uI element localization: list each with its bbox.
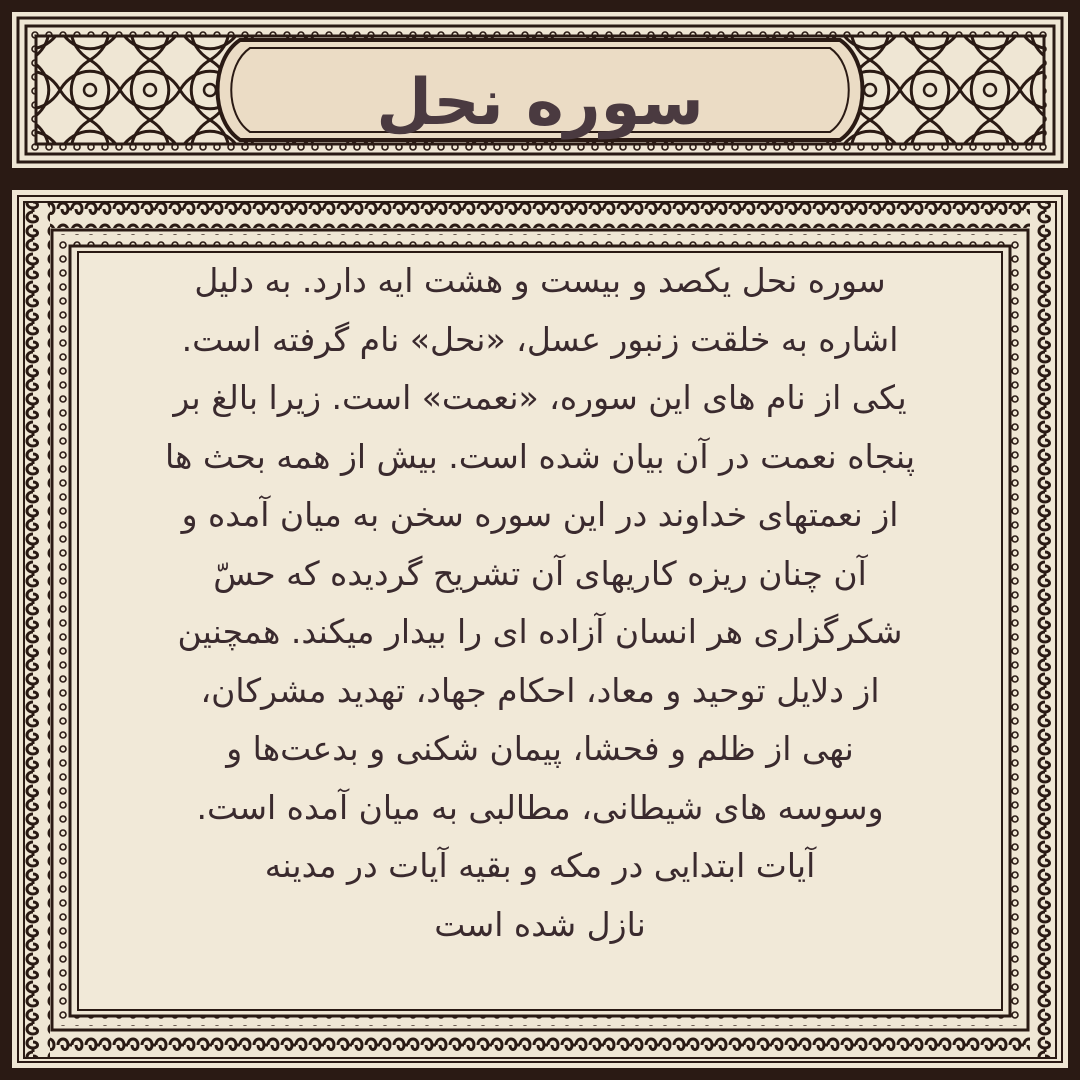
page-title: سوره نحل	[376, 66, 704, 140]
body-text	[110, 252, 970, 992]
text-line: آن چنان ریزه کاریهای آن تشریح گردیده که حسّ	[213, 553, 867, 593]
text-line: آیات ابتدایی در مکه و بقیه آیات در مدینه	[264, 846, 816, 885]
text-line: از دلایل توحید و معاد، احکام جهاد، تهدید مشرکان،	[200, 670, 880, 710]
text-line: نهی از ظلم و فحشا، پیمان شکنی و بدعت‌ها و	[226, 729, 854, 768]
text-line: پنجاه نعمت در آن بیان شده است. بیش از همه بحث ها	[164, 436, 916, 476]
text-line: وسوسه های شیطانی، مطالبی به میان آمده است.	[196, 787, 884, 827]
text-line: سوره نحل یکصد و بیست و هشت ایه دارد. به دلیل	[194, 261, 886, 300]
text-line: از نعمتهای خداوند در این سوره سخن به میان آمده و	[181, 495, 899, 534]
text-line: نازل شده است	[434, 904, 646, 944]
text-line: اشاره به خلقت زنبور عسل، «نحل» نام گرفته است.	[181, 319, 899, 359]
text-line: یکی از نام های این سوره، «نعمت» است. زیرا بالغ بر	[173, 378, 907, 417]
text-line: شکرگزاری هر انسان آزاده ای را بیدار میکند. همچنین	[177, 612, 903, 651]
